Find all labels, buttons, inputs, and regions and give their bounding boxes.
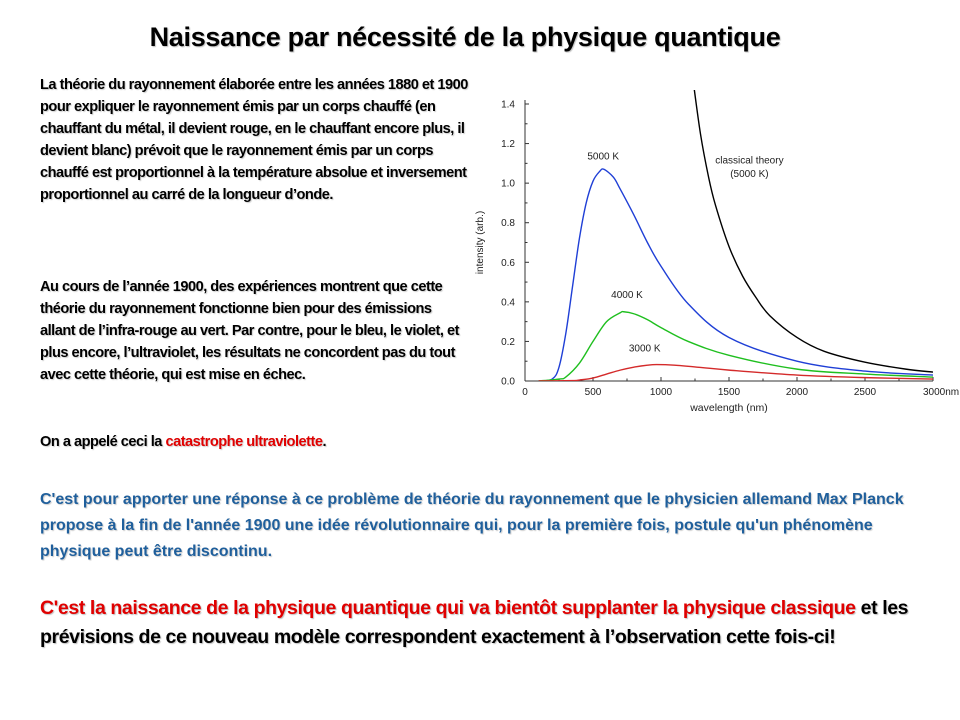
uv-catastrophe-prefix: On a appelé ceci la (40, 434, 166, 450)
y-tick-label: 1.2 (501, 139, 515, 151)
x-tick-label: 1500 (717, 387, 741, 398)
paragraph-uv-catastrophe (40, 431, 470, 453)
chart-annotation: 4000 K (611, 289, 643, 301)
conclusion-rest: et les prévisions de ce nouveau modèle correspondent exactement à l’observation cette fois-ci! (40, 597, 909, 648)
chart-annotation: classical theory (715, 155, 784, 167)
y-tick-label: 0.8 (501, 218, 515, 230)
chart-lines (539, 90, 933, 381)
chart-annotation: 3000 K (628, 343, 661, 355)
series-line-classical-theory (692, 90, 933, 372)
x-axis-label: wavelength (nm) (690, 402, 768, 414)
y-tick-label: 0.0 (501, 376, 515, 388)
series-line-5000-k (539, 169, 933, 381)
x-tick-label: 500 (584, 387, 602, 398)
conclusion-highlight: C'est la naissance de la physique quantique qui va bientôt supplanter la physique classique (40, 597, 856, 619)
y-tick-label: 1.4 (501, 99, 515, 111)
x-tick-label: 0 (522, 387, 528, 398)
y-tick-label: 1.0 (501, 178, 515, 190)
y-tick-label: 0.6 (501, 257, 515, 269)
conclusion-paragraph (40, 594, 920, 652)
uv-catastrophe-suffix: . (322, 434, 327, 450)
y-axis-label: intensity (arb.) (475, 210, 486, 275)
x-tick-label: 3000nm (923, 387, 960, 398)
uv-catastrophe-highlight: catastrophe ultraviolette (165, 434, 323, 450)
x-tick-label: 2500 (853, 387, 877, 398)
planck-paragraph: C'est pour apporter une réponse à ce problème de théorie du rayonnement que le physicien allemand Max Planck propose à la fin de l'année 1900 une idée révolutionnaire qui, pour la première fois, postule qu'un phénomène physique peut être discontinu. (40, 491, 904, 560)
blackbody-radiation-chart (455, 90, 960, 430)
x-tick-label: 2000 (785, 387, 809, 398)
y-tick-label: 0.4 (501, 297, 515, 309)
x-tick-label: 1000 (649, 387, 673, 398)
y-tick-label: 0.2 (501, 336, 515, 348)
chart-annotation: (5000 K) (730, 169, 769, 181)
paragraph-radiation-theory: La théorie du rayonnement élaborée entre les années 1880 et 1900 pour expliquer le rayonnement émis par un corps chauffé (en chauffant du métal, il devient rouge, en le chauffant encore plus, il devient blanc) prévoit que le rayonnement émis par un corps chauffé est proportionnel à la température absolue et inversement proportionnel au carré de la longueur d’onde. (40, 77, 468, 203)
slide-title: Naissance par nécessité de la physique quantique (149, 22, 781, 52)
series-line-3000-k (539, 365, 933, 381)
chart-annotation: 5000 K (587, 151, 620, 163)
paragraph-experiments-1900: Au cours de l’année 1900, des expériences montrent que cette théorie du rayonnement fonctionne bien pour des émissions allant de l’infra-rouge au vert. Par contre, pour le bleu, le violet, et plus encore, l’ultraviolet, les résultats ne concordent pas du tout avec cette théorie, qui est mise en échec. (40, 279, 459, 383)
